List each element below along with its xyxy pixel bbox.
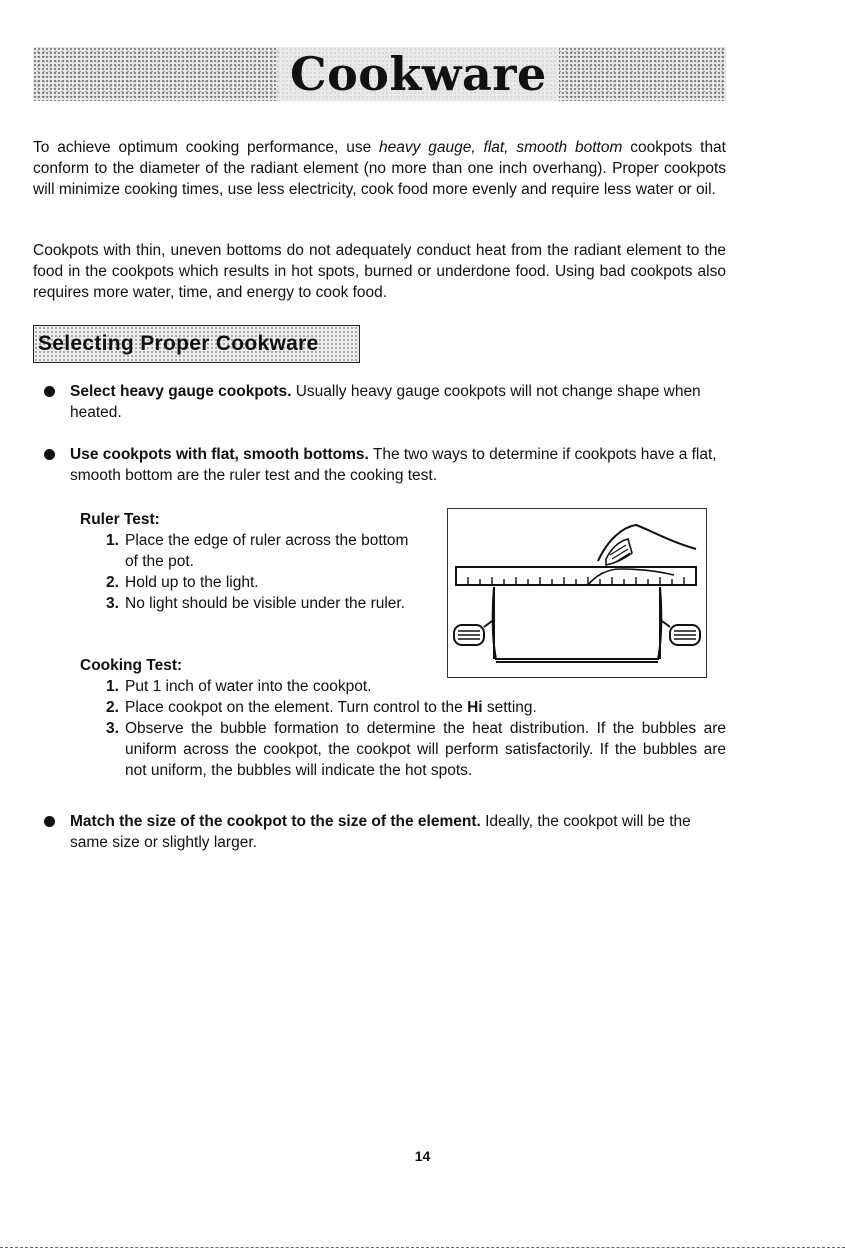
bullet-item-match-size (44, 811, 724, 853)
page-title: Cookware (278, 47, 559, 101)
step-text-bold: Hi (467, 699, 483, 716)
intro-paragraph-2: Cookpots with thin, uneven bottoms do not adequately conduct heat from the radiant element to the food in the cookpots which results in hot spots, burned or underdone food. Using bad cookpots also requires more water, time, and energy to cook food. (33, 242, 726, 301)
bottom-divider (0, 1247, 845, 1249)
ruler-step-1 (106, 530, 422, 572)
bullet-text (70, 444, 724, 486)
intro-paragraph-1 (33, 137, 726, 200)
step-number: 3. (106, 720, 119, 737)
step-text-a: Place cookpot on the element. Turn control to the (125, 699, 468, 716)
bullet-body-text: Ideally, the cookpot will be the same size or slightly larger. (70, 813, 691, 851)
step-text: Place the edge of ruler across the bottom of the pot. (125, 532, 409, 570)
intro-p1-text-b: cookpots that conform to the diameter of the radiant element (no more than one inch overhang). Proper cookpots will minimize cooking times, use less electricity, cook food more evenly and require less water or oil. (33, 139, 726, 198)
page-number: 14 (414, 1148, 431, 1164)
step-number: 1. (106, 532, 119, 549)
bullet-dot-icon (44, 449, 55, 460)
step-number: 2. (106, 699, 119, 716)
cooking-step-1 (106, 676, 726, 697)
bullet-bold-text: Select heavy gauge cookpots. (70, 383, 292, 400)
step-number: 3. (106, 595, 119, 612)
step-text: Hold up to the light. (125, 574, 259, 591)
section-heading-box (33, 325, 360, 363)
step-number: 1. (106, 678, 119, 695)
step-text: Observe the bubble formation to determine the heat distribution. If the bubbles are uniform across the cookpot, the cookpot will perform satisfactorily. If the bubbles are not uniform, the bubbles will indicate the hot spots. (125, 720, 726, 779)
step-text: Put 1 inch of water into the cookpot. (125, 678, 372, 695)
section-title: Selecting Proper Cookware (38, 332, 319, 355)
bullet-text (70, 381, 724, 423)
ruler-test-illustration (447, 508, 707, 678)
intro-p1-emphasis: heavy gauge, flat, smooth bottom (379, 139, 623, 156)
bullet-item-heavy-gauge (44, 381, 724, 423)
intro-p1-text-a: To achieve optimum cooking performance, use (33, 139, 380, 156)
bullet-item-flat-bottoms (44, 444, 724, 486)
ruler-step-3 (106, 593, 422, 614)
step-number: 2. (106, 574, 119, 591)
bullet-body-text: Usually heavy gauge cookpots will not change shape when heated. (70, 383, 701, 421)
bullet-bold-text: Match the size of the cookpot to the size of the element. (70, 813, 481, 830)
step-text: No light should be visible under the ruler. (125, 595, 406, 612)
cooking-step-3 (106, 718, 726, 781)
ruler-step-2 (106, 572, 422, 593)
cookpot-ruler-drawing (448, 509, 706, 677)
ruler-test-heading: Ruler Test: (80, 511, 160, 528)
bullet-body-text: The two ways to determine if cookpots have a flat, smooth bottom are the ruler test and the cooking test. (70, 446, 717, 484)
title-banner (33, 47, 726, 101)
bullet-text (70, 811, 724, 853)
bullet-bold-text: Use cookpots with flat, smooth bottoms. (70, 446, 369, 463)
step-text (125, 697, 726, 718)
bullet-dot-icon (44, 386, 55, 397)
cooking-step-2 (106, 697, 726, 718)
bullet-dot-icon (44, 816, 55, 827)
cooking-test-heading: Cooking Test: (80, 657, 183, 674)
step-text-b: setting. (482, 699, 537, 716)
